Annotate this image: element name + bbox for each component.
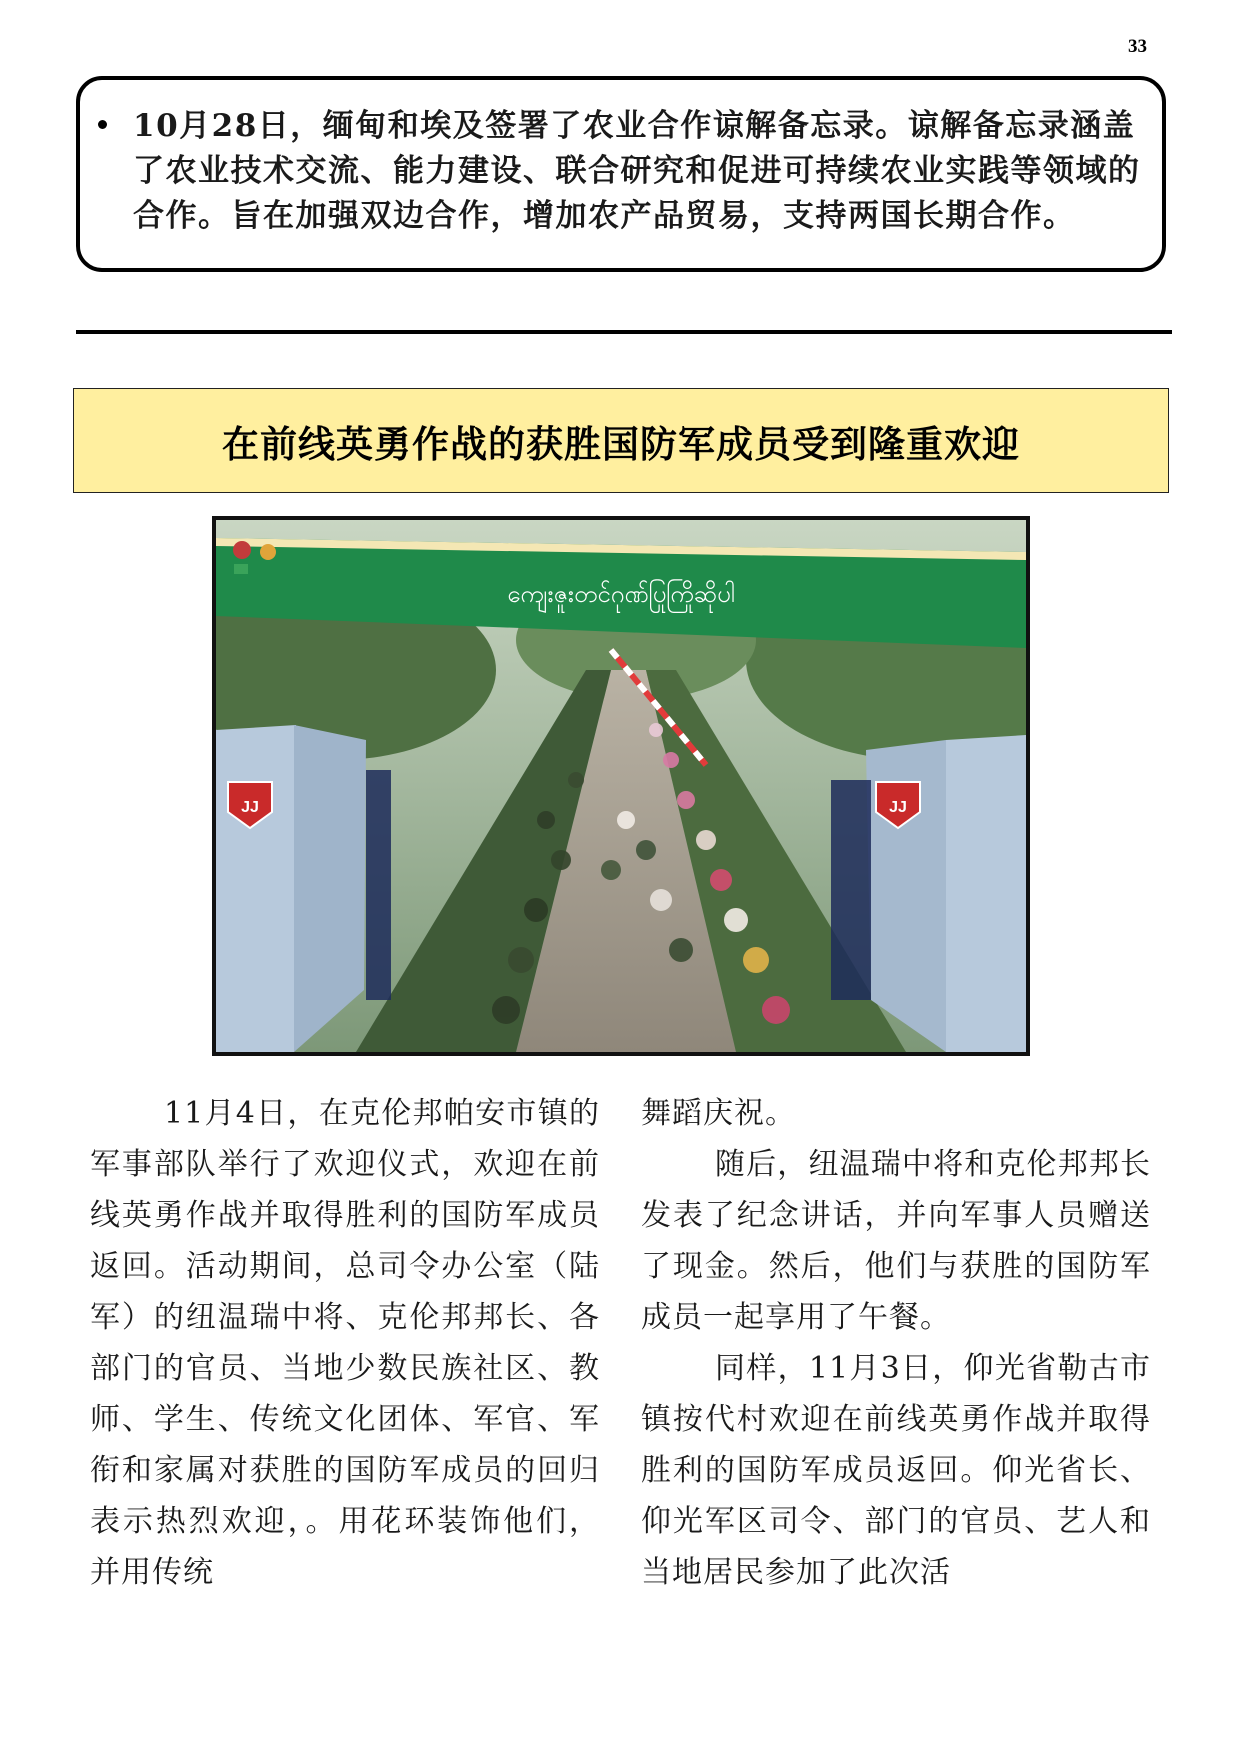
article-title-box [73,388,1169,493]
section-divider [76,330,1172,334]
bullet-dot-icon [98,120,107,129]
article-left-column [90,1088,600,1598]
article-paragraph-1-continued: 舞蹈庆祝。 [641,1096,796,1131]
left-gate-emblem-text: JJ [241,799,259,816]
news-bullet-text: 10月28日，缅甸和埃及签署了农业合作谅解备忘录。谅解备忘录涵盖了农业技术交流、能力建设、联合研究和促进可持续农业实践等领域的合作。旨在加强双边合作，增加农产品贸易，支持两国长期合作。 [133,108,1141,234]
article-right-column [641,1088,1151,1598]
article-paragraph-2: 随后，纽温瑞中将和克伦邦邦长发表了纪念讲话，并向军事人员赠送了现金。然后，他们与获胜的国防军成员一起享用了午餐。 [641,1147,1151,1335]
banner-text: ကျေးဇူးတင်ဂုဏ်ပြုကြိုဆိုပါ [507,580,735,608]
news-bullet-box [76,76,1166,272]
article-paragraph-3: 同样，11月3日，仰光省勒古市镇按代村欢迎在前线英勇作战并取得胜利的国防军成员返回。仰光省长、仰光军区司令、部门的官员、艺人和当地居民参加了此次活 [641,1351,1151,1590]
article-title: 在前线英勇作战的获胜国防军成员受到隆重欢迎 [222,422,1020,466]
right-gate-emblem-text: JJ [889,799,907,816]
article-paragraph-1: 11月4日，在克伦邦帕安市镇的军事部队举行了欢迎仪式，欢迎在前线英勇作战并取得胜利的国防军成员返回。活动期间，总司令办公室（陆军）的纽温瑞中将、克伦邦邦长、各部门的官员、当地少数民族社区、教师、学生、传统文化团体、军官、军衔和家属对获胜的国防军成员的回归表示热烈欢迎，。用花环装饰他们，并用传统 [90,1096,600,1590]
page-number: 33 [1128,36,1147,57]
welcome-ceremony-photo [216,520,1026,1052]
article-photo [212,516,1030,1056]
